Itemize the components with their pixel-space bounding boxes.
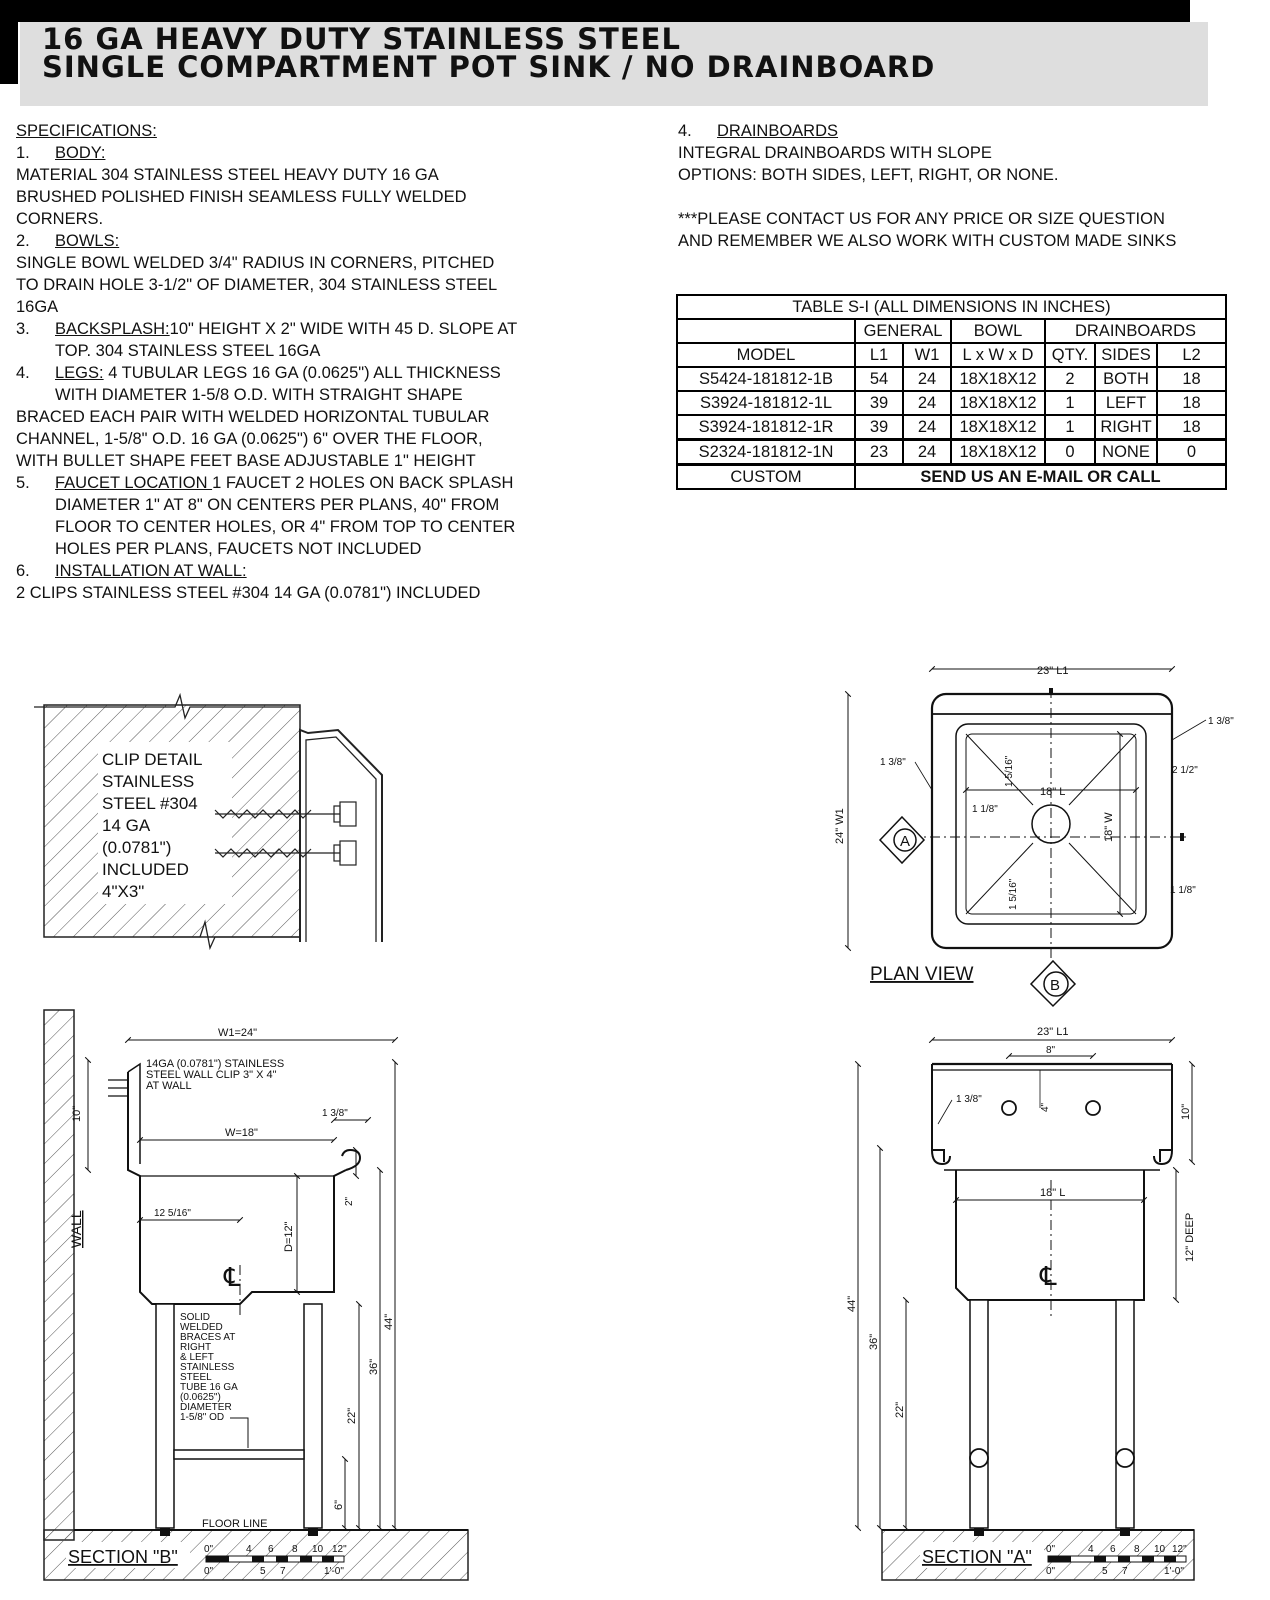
table-cell: RIGHT	[1095, 415, 1157, 440]
section-a-d22: 22"	[894, 1401, 906, 1418]
spec-drainboards-line: INTEGRAL DRAINBOARDS WITH SLOPE	[678, 144, 992, 162]
plan-dim-138-top: 1 3/8"	[1208, 716, 1234, 727]
plan-dim-138-left: 1 3/8"	[880, 757, 906, 768]
brace-note: TUBE 16 GA	[180, 1382, 238, 1393]
scale-tick: 5	[260, 1566, 266, 1577]
brace-note: STEEL	[180, 1372, 212, 1383]
table-cell: S5424-181812-1B	[677, 367, 855, 391]
table-cell: 18X18X12	[951, 415, 1045, 440]
section-b-w1: W1=24"	[218, 1027, 258, 1039]
brace-note: STAINLESS	[180, 1362, 235, 1373]
table-cell: 1	[1045, 391, 1095, 415]
spec-bowls-line: TO DRAIN HOLE 3-1/2" OF DIAMETER, 304 STAINLESS STEEL	[16, 276, 498, 294]
table-cell: 18X18X12	[951, 440, 1045, 465]
scale-tick: 0"	[1046, 1544, 1056, 1555]
section-b-clip-note: AT WALL	[146, 1080, 192, 1092]
plan-dim-w1: 24" W1	[834, 808, 846, 844]
table-header-cell: MODEL	[677, 343, 855, 367]
spec-body-line: CORNERS.	[16, 210, 104, 228]
table-cell: S3924-181812-1R	[677, 415, 855, 440]
spec-legs-line: CHANNEL, 1-5/8" O.D. 16 GA (0.0625") 6" OVER THE FLOOR,	[16, 430, 483, 448]
scale-tick: 6	[268, 1544, 274, 1555]
section-b-d6: 6"	[333, 1499, 345, 1510]
section-a-l: 18" L	[1040, 1187, 1066, 1199]
section-b-clip-note: STEEL WALL CLIP 3" X 4"	[146, 1069, 277, 1081]
section-a-deep: 12" DEEP	[1184, 1212, 1196, 1262]
scale-tick: 10	[1154, 1544, 1166, 1555]
scale-tick: 0"	[204, 1566, 214, 1577]
brace-note: DIAMETER	[180, 1402, 232, 1413]
spec-heading: SPECIFICATIONS:	[16, 122, 157, 140]
section-b-depth: D=12"	[283, 1221, 295, 1252]
plan-dim-l1: 23" L1	[1037, 665, 1069, 677]
section-b-d10: 10"	[71, 1105, 83, 1122]
plan-view	[834, 665, 1234, 1006]
spec-bowls-head: 2. BOWLS:	[16, 232, 120, 250]
title-line-2: SINGLE COMPARTMENT POT SINK / NO DRAINBOARD	[42, 50, 936, 84]
plan-dim-1516-a: 1 5/16"	[1004, 755, 1015, 787]
table-cell: 0	[1157, 440, 1226, 465]
scale-tick: 1'-0"	[1164, 1566, 1184, 1577]
plan-dim-1516-b: 1 5/16"	[1008, 878, 1019, 910]
table-custom-text: SEND US AN E-MAIL OR CALL	[855, 465, 1226, 490]
clip-detail-text: (0.0781")	[102, 838, 172, 857]
spec-faucet-head: 5. FAUCET LOCATION 1 FAUCET 2 HOLES ON BACK SPLASH	[16, 474, 514, 492]
section-b-d2: 2"	[344, 1196, 355, 1206]
brace-note: & LEFT	[180, 1352, 214, 1363]
table-group-drainboards: DRAINBOARDS	[1045, 319, 1226, 343]
table-cell: 54	[855, 367, 903, 391]
table-header-cell: QTY.	[1045, 343, 1095, 367]
contact-note: AND REMEMBER WE ALSO WORK WITH CUSTOM MADE SINKS	[678, 232, 1177, 250]
table-header-cell: L2	[1157, 343, 1226, 367]
clip-detail	[34, 695, 382, 948]
scale-tick: 4	[246, 1544, 252, 1555]
section-b-d36: 36"	[368, 1358, 380, 1375]
table-cell: 24	[903, 391, 951, 415]
table-cell: 23	[855, 440, 903, 465]
table-cell: 1	[1045, 415, 1095, 440]
spec-bowls-line: SINGLE BOWL WELDED 3/4" RADIUS IN CORNERS, PITCHED	[16, 254, 495, 272]
table-cell: 0	[1045, 440, 1095, 465]
plan-dim-212: 2 1/2"	[1172, 765, 1198, 776]
section-a-label: SECTION "A"	[922, 1547, 1032, 1567]
table-cell: 2	[1045, 367, 1095, 391]
table-header-cell: W1	[903, 343, 951, 367]
spec-legs-line: BRACED EACH PAIR WITH WELDED HORIZONTAL TUBULAR	[16, 408, 490, 426]
section-b-d22: 22"	[346, 1407, 358, 1424]
scale-tick: 0"	[204, 1544, 214, 1555]
table-cell: 18	[1157, 391, 1226, 415]
plan-view-label: PLAN VIEW	[870, 964, 974, 985]
table-header-cell: SIDES	[1095, 343, 1157, 367]
scale-tick: 0"	[1046, 1566, 1056, 1577]
scale-tick: 12"	[1172, 1544, 1187, 1555]
brace-note: (0.0625")	[180, 1392, 221, 1403]
section-a-l1: 23" L1	[1037, 1026, 1069, 1038]
clip-detail-text: STAINLESS	[102, 772, 195, 791]
spec-legs-head: 4. LEGS: 4 TUBULAR LEGS 16 GA (0.0625") ALL THICKNESS	[16, 364, 501, 382]
section-a-d138: 1 3/8"	[956, 1094, 982, 1105]
brace-note: WELDED	[180, 1322, 223, 1333]
table-cell: LEFT	[1095, 391, 1157, 415]
title-line-1: 16 GA HEAVY DUTY STAINLESS STEEL	[42, 22, 681, 56]
clip-detail-text: INCLUDED	[102, 860, 189, 879]
plan-dim-118-a: 1 1/8"	[972, 804, 998, 815]
clip-detail-text: STEEL #304	[102, 794, 198, 813]
section-b-d138: 1 3/8"	[322, 1108, 348, 1119]
table-cell: S2324-181812-1N	[677, 440, 855, 465]
spec-drainboards-line: OPTIONS: BOTH SIDES, LEFT, RIGHT, OR NONE.	[678, 166, 1059, 184]
brace-note: RIGHT	[180, 1342, 212, 1353]
spec-body-head: 1. BODY:	[16, 144, 106, 162]
section-a-d4: 4"	[1040, 1102, 1051, 1112]
table-header-cell: L1	[855, 343, 903, 367]
section-b-w: W=18"	[225, 1127, 258, 1139]
table-title: TABLE S-I (ALL DIMENSIONS IN INCHES)	[677, 295, 1226, 319]
spec-faucet-line: DIAMETER 1" AT 8" ON CENTERS PER PLANS, 40" FROM	[55, 496, 500, 514]
scale-tick: 8	[1134, 1544, 1140, 1555]
floor-line-label: FLOOR LINE	[202, 1518, 268, 1530]
table-cell: 39	[855, 391, 903, 415]
clip-detail-text: 4"X3"	[102, 882, 145, 901]
table-cell: 39	[855, 415, 903, 440]
table-cell: BOTH	[1095, 367, 1157, 391]
spec-body-line: BRUSHED POLISHED FINISH SEAMLESS FULLY WELDED	[16, 188, 467, 206]
section-a-d8: 8"	[1046, 1045, 1056, 1056]
scale-tick: 6	[1110, 1544, 1116, 1555]
section-b-d44: 44"	[383, 1313, 395, 1330]
scale-tick: 10	[312, 1544, 324, 1555]
spec-faucet-line: HOLES PER PLANS, FAUCETS NOT INCLUDED	[55, 540, 422, 558]
spec-installation-line: 2 CLIPS STAINLESS STEEL #304 14 GA (0.0781") INCLUDED	[16, 584, 481, 602]
table-cell: CUSTOM	[677, 465, 855, 490]
table-group-bowl: BOWL	[951, 319, 1045, 343]
table-cell: 18	[1157, 415, 1226, 440]
scale-tick: 4	[1088, 1544, 1094, 1555]
spec-legs-line: WITH DIAMETER 1-5/8 O.D. WITH STRAIGHT SHAPE	[55, 386, 463, 404]
scale-tick: 12"	[332, 1544, 347, 1555]
section-marker-a	[880, 817, 924, 863]
scale-tick: 5	[1102, 1566, 1108, 1577]
section-b	[44, 1010, 468, 1580]
spec-bowls-line: 16GA	[16, 298, 59, 316]
clip-detail-text: 14 GA	[102, 816, 151, 835]
marker-b-letter: B	[1050, 977, 1061, 994]
table-cell: 24	[903, 440, 951, 465]
table-header-cell: L x W x D	[951, 343, 1045, 367]
spec-legs-line: WITH BULLET SHAPE FEET BASE ADJUSTABLE 1" HEIGHT	[16, 452, 476, 470]
spec-backsplash-line: TOP. 304 STAINLESS STEEL 16GA	[55, 342, 321, 360]
scale-tick: 1'-0"	[324, 1566, 344, 1577]
wall-label: WALL	[68, 1210, 84, 1248]
scale-tick: 7	[280, 1566, 286, 1577]
spec-body-line: MATERIAL 304 STAINLESS STEEL HEAVY DUTY 16 GA	[16, 166, 439, 184]
section-b-label: SECTION "B"	[68, 1547, 178, 1567]
spec-backsplash-head: 3. BACKSPLASH:10" HEIGHT X 2" WIDE WITH 45 D. SLOPE AT	[16, 320, 518, 338]
section-b-d12516: 12 5/16"	[154, 1208, 191, 1219]
scale-tick: 7	[1122, 1566, 1128, 1577]
plan-dim-l: 18" L	[1040, 786, 1066, 798]
spec-installation-head: 6. INSTALLATION AT WALL:	[16, 562, 247, 580]
section-a-d10: 10"	[1180, 1103, 1192, 1120]
clip-detail-text: CLIP DETAIL	[102, 750, 203, 769]
spec-drainboards-head: 4. DRAINBOARDS	[678, 122, 839, 140]
section-marker-b	[1031, 961, 1075, 1006]
section-b-centerline: ℄	[224, 1262, 241, 1292]
section-a-d36: 36"	[868, 1333, 880, 1350]
brace-note: 1-5/8" OD	[180, 1412, 225, 1423]
table-cell: 24	[903, 367, 951, 391]
table-cell: NONE	[1095, 440, 1157, 465]
plan-dim-118-b: 1 1/8"	[1170, 885, 1196, 896]
spec-faucet-line: FLOOR TO CENTER HOLES, OR 4" FROM TOP TO CENTER	[55, 518, 516, 536]
marker-a-letter: A	[900, 833, 911, 850]
brace-note: SOLID	[180, 1312, 211, 1323]
section-a-centerline: ℄	[1040, 1261, 1057, 1291]
table-group-general: GENERAL	[855, 319, 951, 343]
section-a-d44: 44"	[846, 1295, 858, 1312]
contact-note: ***PLEASE CONTACT US FOR ANY PRICE OR SIZE QUESTION	[678, 210, 1165, 228]
section-b-clip-note: 14GA (0.0781") STAINLESS	[146, 1058, 285, 1070]
table-cell: 18X18X12	[951, 391, 1045, 415]
section-a	[846, 1026, 1196, 1580]
table-cell: 18X18X12	[951, 367, 1045, 391]
brace-note: BRACES AT	[180, 1332, 236, 1343]
plan-dim-w: 18" W	[1103, 812, 1115, 842]
table-cell: 18	[1157, 367, 1226, 391]
scale-tick: 8	[292, 1544, 298, 1555]
table-cell: S3924-181812-1L	[677, 391, 855, 415]
table-cell: 24	[903, 415, 951, 440]
